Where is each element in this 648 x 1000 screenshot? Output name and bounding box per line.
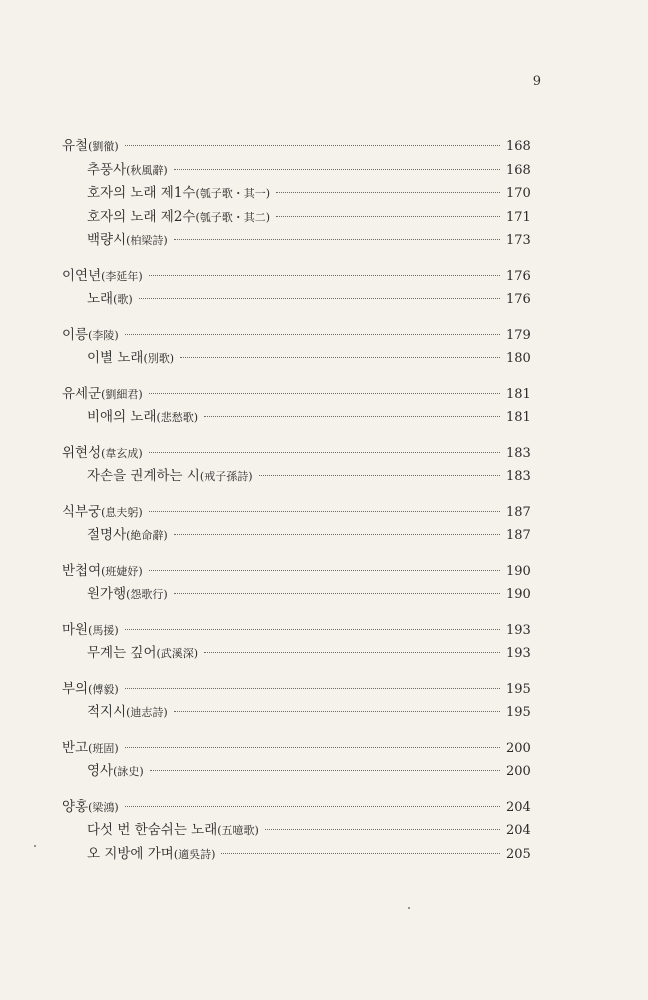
- toc-author-entry: [62, 736, 530, 760]
- author-name: [62, 618, 119, 638]
- toc-group: [62, 264, 530, 311]
- korean-text: 유철: [62, 138, 89, 154]
- dot-leader: [265, 829, 500, 830]
- dot-leader: [174, 239, 500, 240]
- hanja-text: (息夫躬): [101, 505, 143, 519]
- work-title: [87, 700, 168, 720]
- korean-text: 호자의 노래 제1수: [87, 185, 196, 201]
- toc-work-entry: [62, 405, 530, 429]
- work-title: [87, 228, 168, 248]
- hanja-text: (柏梁詩): [126, 234, 168, 247]
- korean-text: 반첩여: [62, 562, 102, 579]
- korean-text: 부의: [62, 680, 89, 697]
- hanja-text: (劉徹): [88, 140, 119, 153]
- toc-author-entry: [62, 134, 530, 158]
- korean-text: 이릉: [62, 326, 89, 343]
- hanja-text: (瓠子歌・其一): [195, 187, 271, 200]
- korean-text: 절명사: [87, 527, 127, 543]
- work-title: [87, 523, 168, 543]
- toc-work-entry: [62, 523, 530, 547]
- dot-leader: [174, 593, 500, 594]
- dot-leader: [149, 570, 500, 571]
- korean-text: 마원: [62, 621, 89, 638]
- page-ref: 187: [506, 504, 531, 520]
- dot-leader: [180, 357, 500, 358]
- page-ref: 204: [506, 823, 531, 838]
- work-title: [87, 158, 168, 178]
- hanja-text: (怨歌行): [126, 588, 168, 601]
- toc-group: [62, 500, 530, 547]
- dot-leader: [150, 770, 500, 771]
- page-ref: 193: [506, 622, 531, 638]
- page-ref: 180: [506, 351, 531, 366]
- page-ref: 181: [506, 386, 531, 402]
- hanja-text: (韋玄成): [101, 446, 143, 460]
- toc-work-entry: [62, 228, 530, 252]
- work-title: [87, 181, 270, 201]
- dot-leader: [125, 629, 500, 630]
- korean-text: 양홍: [62, 798, 89, 815]
- page-number: 9: [532, 74, 541, 89]
- author-name: [62, 134, 119, 154]
- author-name: [62, 382, 143, 402]
- author-name: [62, 677, 119, 697]
- toc-work-entry: [62, 700, 530, 724]
- toc-work-entry: [62, 464, 530, 488]
- page-ref: 176: [506, 292, 531, 307]
- work-title: [87, 842, 215, 862]
- table-of-contents: [62, 134, 530, 877]
- paper-speck: [408, 907, 410, 909]
- korean-text: 유세군: [62, 385, 102, 402]
- toc-author-entry: [62, 264, 530, 288]
- hanja-text: (班婕妤): [101, 564, 143, 578]
- dot-leader: [174, 534, 500, 535]
- korean-text: 백량시: [87, 232, 127, 248]
- korean-text: 무계는 깊어: [87, 645, 157, 661]
- page-ref: 181: [506, 410, 531, 425]
- toc-work-entry: [62, 759, 530, 783]
- author-name: [62, 323, 119, 343]
- page-ref: 190: [506, 587, 531, 602]
- toc-work-entry: [62, 641, 530, 665]
- toc-group: [62, 382, 530, 429]
- page-ref: 168: [506, 162, 531, 178]
- toc-group: [62, 559, 530, 606]
- hanja-text: (五噫歌): [217, 824, 259, 837]
- toc-author-entry: [62, 441, 530, 465]
- toc-author-entry: [62, 382, 530, 406]
- page-ref: 183: [506, 469, 531, 484]
- toc-group: [62, 677, 530, 724]
- page-ref: 190: [506, 563, 531, 579]
- hanja-text: (瓠子歌・其二): [195, 210, 271, 224]
- hanja-text: (戒子孫詩): [199, 470, 253, 483]
- work-title: [87, 405, 198, 425]
- work-title: [87, 641, 198, 661]
- page-ref: 173: [506, 233, 531, 248]
- dot-leader: [259, 475, 500, 476]
- toc-author-entry: [62, 323, 530, 347]
- work-title: [87, 205, 270, 225]
- page-ref: 176: [506, 268, 531, 284]
- toc-group: [62, 441, 530, 488]
- toc-author-entry: [62, 618, 530, 642]
- author-name: [62, 500, 143, 520]
- dot-leader: [149, 393, 500, 394]
- dot-leader: [149, 511, 500, 512]
- page-ref: 183: [506, 445, 531, 461]
- toc-group: [62, 795, 530, 866]
- page-ref: 205: [506, 846, 531, 862]
- hanja-text: (李陵): [88, 328, 119, 342]
- korean-text: 비애의 노래: [87, 409, 157, 425]
- korean-text: 호자의 노래 제2수: [87, 208, 196, 225]
- dot-leader: [139, 298, 500, 299]
- dot-leader: [125, 747, 500, 748]
- hanja-text: (傅毅): [88, 682, 119, 696]
- hanja-text: (適吳詩): [173, 847, 216, 861]
- korean-text: 식부궁: [62, 503, 102, 520]
- page-ref: 200: [506, 764, 531, 779]
- hanja-text: (馬援): [88, 623, 119, 637]
- korean-text: 반고: [62, 739, 89, 756]
- work-title: [87, 346, 174, 366]
- page-ref: 168: [506, 139, 531, 154]
- work-title: [87, 464, 253, 484]
- toc-work-entry: [62, 181, 530, 205]
- korean-text: 추풍사: [87, 161, 127, 178]
- work-title: [87, 759, 144, 779]
- author-name: [62, 559, 143, 579]
- korean-text: 원가행: [87, 586, 127, 602]
- page-ref: 171: [506, 209, 531, 225]
- korean-text: 다섯 번 한숨쉬는 노래: [87, 822, 218, 838]
- hanja-text: (歌): [113, 293, 133, 306]
- toc-work-entry: [62, 346, 530, 370]
- dot-leader: [221, 853, 500, 854]
- korean-text: 오 지방에 가며: [87, 845, 174, 862]
- toc-author-entry: [62, 500, 530, 524]
- hanja-text: (迪志詩): [126, 706, 168, 719]
- toc-work-entry: [62, 287, 530, 311]
- toc-author-entry: [62, 795, 530, 819]
- page-ref: 170: [506, 186, 531, 201]
- page-ref: 195: [506, 681, 531, 697]
- korean-text: 이별 노래: [87, 350, 144, 366]
- page-ref: 200: [506, 740, 531, 756]
- hanja-text: (梁鴻): [88, 800, 119, 814]
- toc-author-entry: [62, 559, 530, 583]
- page-ref: 179: [506, 327, 531, 343]
- toc-author-entry: [62, 677, 530, 701]
- dot-leader: [149, 452, 500, 453]
- dot-leader: [204, 416, 500, 417]
- korean-text: 영사: [87, 763, 114, 779]
- page-ref: 193: [506, 646, 531, 661]
- hanja-text: (詠史): [113, 765, 144, 778]
- korean-text: 적지시: [87, 704, 127, 720]
- toc-group: [62, 618, 530, 665]
- toc-work-entry: [62, 205, 530, 229]
- toc-group: [62, 736, 530, 783]
- korean-text: 이연년: [62, 267, 102, 284]
- hanja-text: (班固): [88, 741, 119, 755]
- hanja-text: (武溪深): [156, 647, 199, 660]
- author-name: [62, 736, 119, 756]
- work-title: [87, 287, 133, 307]
- toc-work-entry: [62, 158, 530, 182]
- hanja-text: (別歌): [143, 352, 175, 365]
- toc-work-entry: [62, 818, 530, 842]
- hanja-text: (秋風辭): [126, 163, 168, 177]
- author-name: [62, 264, 143, 284]
- toc-group: [62, 134, 530, 252]
- toc-group: [62, 323, 530, 370]
- dot-leader: [125, 688, 500, 689]
- toc-work-entry: [62, 582, 530, 606]
- dot-leader: [276, 192, 500, 193]
- korean-text: 자손을 권계하는 시: [87, 468, 200, 484]
- author-name: [62, 441, 143, 461]
- dot-leader: [125, 806, 500, 807]
- hanja-text: (劉細君): [101, 387, 143, 401]
- page-ref: 204: [506, 799, 531, 815]
- korean-text: 노래: [87, 291, 114, 307]
- page-ref: 187: [506, 528, 531, 543]
- dot-leader: [149, 275, 500, 276]
- dot-leader: [125, 145, 500, 146]
- dot-leader: [174, 711, 500, 712]
- toc-work-entry: [62, 842, 530, 866]
- hanja-text: (絶命辭): [126, 529, 168, 542]
- dot-leader: [174, 169, 500, 170]
- dot-leader: [125, 334, 500, 335]
- hanja-text: (悲愁歌): [156, 411, 199, 424]
- hanja-text: (李延年): [101, 269, 143, 283]
- korean-text: 위현성: [62, 444, 102, 461]
- dot-leader: [204, 652, 500, 653]
- author-name: [62, 795, 119, 815]
- work-title: [87, 818, 259, 838]
- work-title: [87, 582, 168, 602]
- page-ref: 195: [506, 705, 531, 720]
- dot-leader: [276, 216, 500, 217]
- paper-speck: [34, 845, 36, 847]
